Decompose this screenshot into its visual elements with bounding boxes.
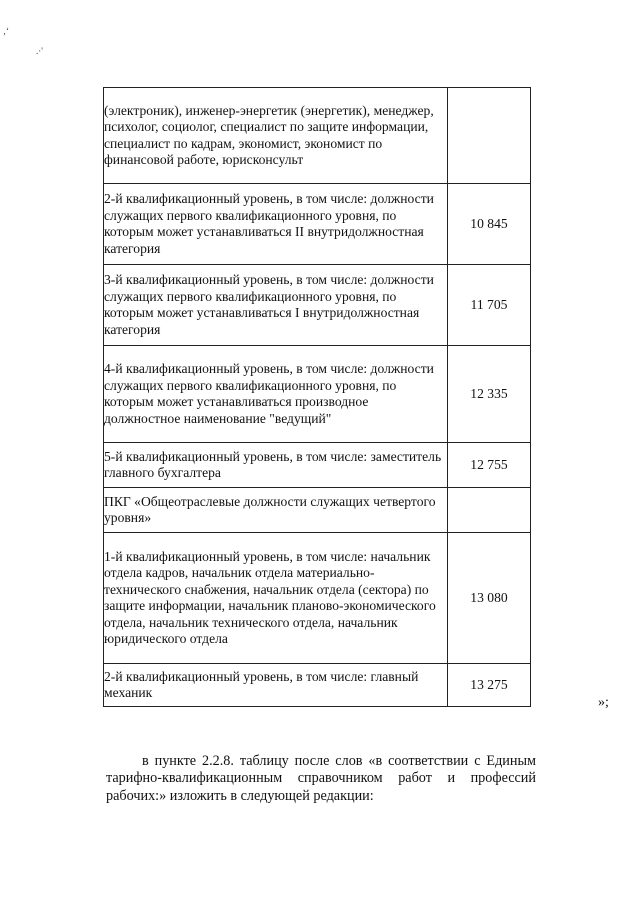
position-description: 3-й квалификационный уровень, в том числе: должности служащих первого квалификационного уровня, по которым может устанавливаться I внутридолжностная категория	[104, 265, 448, 346]
salary-value	[448, 488, 531, 533]
table-row	[104, 488, 531, 533]
group-header: ПКГ «Общеотраслевые должности служащих четвертого уровня»	[104, 488, 448, 533]
salary-value: 13 275	[448, 664, 531, 707]
position-description: (электроник), инженер-энергетик (энергетик), менеджер, психолог, социолог, специалист по защите информации, специалист по кадрам, экономист, экономист по финансовой работе, юрисконсульт	[104, 88, 448, 184]
table-row	[104, 265, 531, 346]
position-description: 2-й квалификационный уровень, в том числе: должности служащих первого квалификационного уровня, по которым может устанавливаться II внутридолжностная категория	[104, 184, 448, 265]
position-description: 4-й квалификационный уровень, в том числе: должности служащих первого квалификационного уровня, по которым может устанавливаться производное должностное наименование "ведущий"	[104, 346, 448, 443]
table-row	[104, 664, 531, 707]
salary-value	[448, 88, 531, 184]
table-row	[104, 88, 531, 184]
amendment-paragraph: в пункте 2.2.8. таблицу после слов «в соответствии с Единым тарифно-квалификационным справочником работ и профессий рабочих:» изложить в следующей редакции:	[106, 753, 536, 804]
salary-value: 12 755	[448, 443, 531, 488]
table-row	[104, 346, 531, 443]
position-description: 1-й квалификационный уровень, в том числе: начальник отдела кадров, начальник отдела материально-технического снабжения, начальник отдела (сектора) по защите информации, начальник планово-экономического отдела, начальник технического отдела, начальник юридического отдела	[104, 533, 448, 664]
table-row	[104, 533, 531, 664]
closing-quote-mark: »;	[598, 695, 609, 710]
table-row	[104, 184, 531, 265]
scan-speck: .·'	[36, 46, 43, 56]
salary-value: 12 335	[448, 346, 531, 443]
scan-speck: ‚‘	[3, 26, 9, 36]
position-description: 2-й квалификационный уровень, в том числе: главный механик	[104, 664, 448, 707]
salary-value: 11 705	[448, 265, 531, 346]
position-description: 5-й квалификационный уровень, в том числе: заместитель главного бухгалтера	[104, 443, 448, 488]
salary-table	[103, 87, 531, 707]
salary-value: 13 080	[448, 533, 531, 664]
salary-value: 10 845	[448, 184, 531, 265]
table-row	[104, 443, 531, 488]
